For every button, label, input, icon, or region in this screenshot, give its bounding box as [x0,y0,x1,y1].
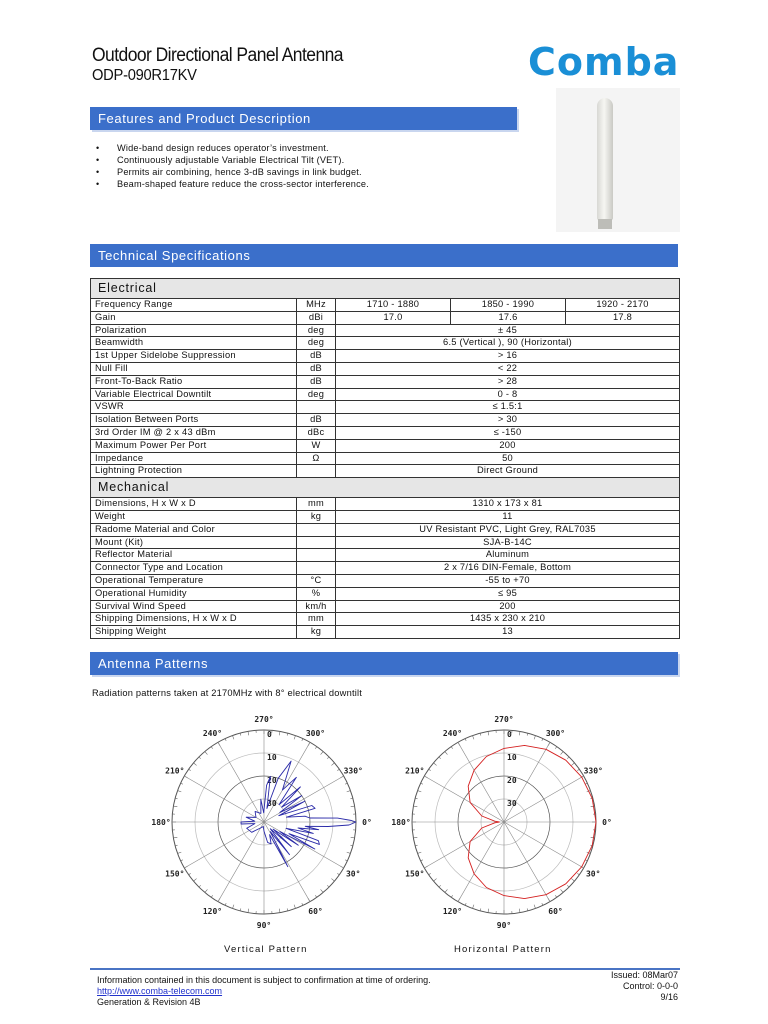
vertical-pattern-line [241,761,356,867]
tick-mark [591,837,595,838]
angle-label: 150° [165,869,185,879]
ring-label: 30 [507,799,517,808]
spec-unit: dB [297,350,336,363]
features-list [92,142,369,190]
spec-unit: deg [297,337,336,350]
spec-label: Radome Material and Color [91,523,297,536]
spec-label: Maximum Power Per Port [91,439,297,452]
tick-mark [434,879,437,882]
vertical-pattern-label: Vertical Pattern [224,944,308,955]
tick-mark [439,885,441,887]
product-photo [556,88,680,232]
table-row [91,498,680,511]
table-row [91,362,680,375]
disclaimer-text: Information contained in this document is subject to confirmation at time of ordering. [97,975,431,985]
mechanical-title: Mechanical [91,478,680,498]
spec-unit: km/h [297,600,336,613]
tick-mark [205,889,208,892]
angle-label: 0° [362,818,372,827]
tech-specs-section-header: Technical Specifications [90,244,678,267]
feature-item: • Wide-band design reduces operator’s investment. [92,142,369,154]
angle-label: 30° [585,869,601,879]
tick-mark [294,905,295,909]
table-row [91,510,680,523]
table-row [91,613,680,626]
tick-mark [337,769,339,770]
angle-label: 60° [548,907,563,917]
tick-mark [577,769,579,770]
tick-mark [173,837,177,838]
spec-value: 17.8 [566,311,680,324]
horizontal-pattern-chart [391,710,614,940]
spec-value: Aluminum [336,549,680,562]
angle-label: 240° [442,728,463,738]
spec-unit: dBi [297,311,336,324]
tick-mark [225,739,226,741]
spec-value: 1310 x 173 x 81 [336,498,680,511]
tick-mark [488,731,489,735]
spec-unit: °C [297,574,336,587]
spec-value: ≤ 95 [336,587,680,600]
mechanical-header-row [91,478,680,498]
spec-value: 1710 - 1880 [336,299,451,312]
tick-mark [279,909,280,913]
tick-mark [347,791,351,792]
table-row [91,523,680,536]
angle-label: 240° [202,728,223,738]
spec-label: Variable Electrical Downtilt [91,388,297,401]
angle-label: 0° [602,818,612,827]
spec-unit [297,562,336,575]
spec-label: 3rd Order IM @ 2 x 43 dBm [91,426,297,439]
feature-item: • Permits air combining, hence 3-dB savings in link budget. [92,166,369,178]
spec-label: Impedance [91,452,297,465]
spec-label: Shipping Weight [91,626,297,639]
spec-label: VSWR [91,401,297,414]
features-section-header: Features and Product Description [90,107,517,130]
angle-label: 270° [494,715,514,724]
tick-mark [445,752,448,755]
table-row [91,536,680,549]
tick-mark [248,909,249,913]
tick-mark [233,736,234,740]
tick-mark [345,783,347,784]
table-row [91,401,680,414]
tick-mark [181,860,183,861]
tick-mark [178,791,182,792]
tick-mark [418,852,422,853]
ring-label: 10 [267,753,277,762]
antenna-connector [598,219,612,229]
spoke-line [504,822,584,868]
tick-mark [451,747,452,749]
table-row [91,388,680,401]
angle-label: 90° [256,921,272,930]
tick-mark [225,903,226,905]
table-row [91,562,680,575]
spec-value: 1850 - 1990 [451,299,566,312]
tick-mark [205,752,208,755]
footer-right [611,970,678,1003]
spec-value: -55 to +70 [336,574,680,587]
spec-label: Isolation Between Ports [91,414,297,427]
tick-mark [421,783,423,784]
spec-label: Shipping Dimensions, H x W x D [91,613,297,626]
tick-mark [173,806,177,807]
tick-mark [302,903,303,905]
table-row [91,587,680,600]
spec-label: Survival Wind Speed [91,600,297,613]
angle-label: 300° [305,728,326,738]
spec-value: 0 - 8 [336,388,680,401]
tick-mark [327,885,329,887]
tick-mark [413,806,417,807]
spec-label: Gain [91,311,297,324]
tick-mark [279,731,280,735]
tick-mark [347,852,351,853]
spec-label: Null Fill [91,362,297,375]
spec-value: 17.0 [336,311,451,324]
spoke-line [458,822,504,902]
angle-label: 300° [545,728,566,738]
angle-label: 90° [496,921,512,930]
spec-unit: deg [297,324,336,337]
tick-mark [534,905,535,909]
spec-label: Dimensions, H x W x D [91,498,297,511]
antenna-image [597,98,613,220]
tick-mark [233,905,234,909]
tick-mark [439,757,441,759]
tick-mark [351,806,355,807]
spec-unit: MHz [297,299,336,312]
spoke-line [218,742,264,822]
tick-mark [178,852,182,853]
tick-mark [315,895,316,897]
spec-value: SJA-B-14C [336,536,680,549]
angle-label: 330° [583,766,603,776]
tick-mark [189,769,191,770]
tick-mark [519,731,520,735]
tick-mark [429,769,431,770]
spec-value: 1920 - 2170 [566,299,680,312]
spec-value: > 16 [336,350,680,363]
tick-mark [465,739,466,741]
tick-mark [331,879,334,882]
table-row [91,574,680,587]
angle-label: 210° [405,766,425,776]
angle-label: 180° [391,818,411,827]
spec-unit [297,401,336,414]
angle-label: 120° [202,907,223,917]
tick-mark [473,736,474,740]
angle-label: 120° [442,907,463,917]
tick-mark [577,873,579,874]
issued-date: Issued: 08Mar07 [610,970,678,980]
tick-mark [542,739,543,741]
spec-label: Operational Humidity [91,587,297,600]
ring-label: 20 [267,776,277,785]
spec-unit: deg [297,388,336,401]
tick-mark [473,905,474,909]
spec-unit: dB [297,414,336,427]
vertical-pattern-chart [151,710,374,940]
angle-label: 270° [254,715,274,724]
spoke-line [458,742,504,822]
spec-value: ≤ 1.5:1 [336,401,680,414]
tick-mark [434,763,437,766]
tick-mark [542,903,543,905]
spec-unit: Ω [297,452,336,465]
document-title: Outdoor Directional Panel Antenna [92,45,343,66]
spec-value: > 28 [336,375,680,388]
spec-unit: dB [297,375,336,388]
tick-mark [194,879,197,882]
tick-mark [351,837,355,838]
tick-mark [331,763,334,766]
spec-value: UV Resistant PVC, Light Grey, RAL7035 [336,523,680,536]
tick-mark [567,885,569,887]
table-row [91,600,680,613]
tick-mark [327,757,329,759]
tick-mark [465,903,466,905]
spec-value: 50 [336,452,680,465]
tick-mark [555,747,556,749]
table-row [91,350,680,363]
horizontal-pattern-label: Horizontal Pattern [454,944,552,955]
tick-mark [199,757,201,759]
footer-left [97,975,431,1008]
spec-value: ± 45 [336,324,680,337]
spec-unit [297,549,336,562]
tick-mark [337,873,339,874]
table-row [91,465,680,478]
tick-mark [571,763,574,766]
tick-mark [429,873,431,874]
spec-table [90,278,680,639]
spec-value: ≤ -150 [336,426,680,439]
ring-label: 30 [267,799,277,808]
spec-unit: W [297,439,336,452]
electrical-header-row [91,279,680,299]
angle-label: 150° [405,869,425,879]
ring-label: 10 [507,753,517,762]
spoke-line [184,776,264,822]
table-row [91,324,680,337]
table-row [91,299,680,312]
feature-item: • Continuously adjustable Variable Electrical Tilt (VET). [92,154,369,166]
tick-mark [294,736,295,740]
spec-unit: dB [297,362,336,375]
page-number: 9/16 [660,992,678,1002]
spec-unit: mm [297,498,336,511]
spec-unit: % [297,587,336,600]
spec-label: Operational Temperature [91,574,297,587]
spec-value: 200 [336,439,680,452]
spec-value: Direct Ground [336,465,680,478]
tick-mark [194,763,197,766]
tick-mark [199,885,201,887]
spec-value: 1435 x 230 x 210 [336,613,680,626]
spec-unit [297,523,336,536]
ring-label: 20 [507,776,517,785]
tick-mark [567,757,569,759]
tick-mark [181,783,183,784]
spec-value: 200 [336,600,680,613]
tick-mark [571,879,574,882]
tick-mark [248,731,249,735]
website-link[interactable]: http://www.comba-telecom.com [97,986,223,996]
spoke-line [504,822,550,902]
tick-mark [321,752,324,755]
tick-mark [211,747,212,749]
model-number: ODP-090R17KV [92,67,197,84]
footer-divider [90,968,680,970]
tick-mark [488,909,489,913]
tick-mark [421,860,423,861]
tick-mark [302,739,303,741]
spoke-line [264,822,310,902]
tick-mark [189,873,191,874]
spec-value: 11 [336,510,680,523]
table-row [91,414,680,427]
spec-label: Mount (Kit) [91,536,297,549]
spec-label: Frequency Range [91,299,297,312]
ring-label: 0 [267,730,272,739]
pattern-caption: Radiation patterns taken at 2170MHz with 8° electrical downtilt [92,688,363,698]
spec-label: Beamwidth [91,337,297,350]
spec-label: Lightning Protection [91,465,297,478]
angle-label: 60° [308,907,323,917]
table-row [91,626,680,639]
spec-label: Front-To-Back Ratio [91,375,297,388]
spec-unit [297,536,336,549]
tick-mark [561,752,564,755]
spoke-line [184,822,264,868]
spec-unit: kg [297,510,336,523]
control-number: Control: 0-0-0 [622,981,678,991]
feature-item: • Beam-shaped feature reduce the cross-sector interference. [92,178,369,190]
tick-mark [211,895,212,897]
angle-label: 210° [165,766,185,776]
patterns-section-header: Antenna Patterns [90,652,678,675]
angle-label: 330° [343,766,363,776]
table-row [91,337,680,350]
tick-mark [561,889,564,892]
spec-unit: mm [297,613,336,626]
tick-mark [418,791,422,792]
spec-value: 6.5 (Vertical ), 90 (Horizontal) [336,337,680,350]
spec-unit [297,465,336,478]
spec-value: < 22 [336,362,680,375]
table-row [91,439,680,452]
angle-label: 30° [345,869,361,879]
spec-label: Connector Type and Location [91,562,297,575]
tick-mark [519,909,520,913]
tick-mark [321,889,324,892]
tick-mark [534,736,535,740]
comba-logo: Comba [528,40,680,84]
spec-value: > 30 [336,414,680,427]
table-row [91,311,680,324]
spoke-line [424,776,504,822]
spec-label: Reflector Material [91,549,297,562]
table-row [91,426,680,439]
ring-label: 0 [507,730,512,739]
spec-unit: dBc [297,426,336,439]
spec-value: 13 [336,626,680,639]
spec-label: 1st Upper Sidelobe Suppression [91,350,297,363]
angle-label: 180° [151,818,171,827]
spec-value: 2 x 7/16 DIN-Female, Bottom [336,562,680,575]
tick-mark [591,806,595,807]
electrical-title: Electrical [91,279,680,299]
spec-value: 17.6 [451,311,566,324]
tick-mark [451,895,452,897]
tick-mark [555,895,556,897]
tick-mark [445,889,448,892]
spec-label: Weight [91,510,297,523]
table-row [91,375,680,388]
spoke-line [218,822,264,902]
table-row [91,549,680,562]
table-row [91,452,680,465]
tick-mark [345,860,347,861]
spec-label: Polarization [91,324,297,337]
spec-unit: kg [297,626,336,639]
spoke-line [424,822,504,868]
tick-mark [413,837,417,838]
revision-text: Generation & Revision 4B [97,997,201,1007]
tick-mark [315,747,316,749]
